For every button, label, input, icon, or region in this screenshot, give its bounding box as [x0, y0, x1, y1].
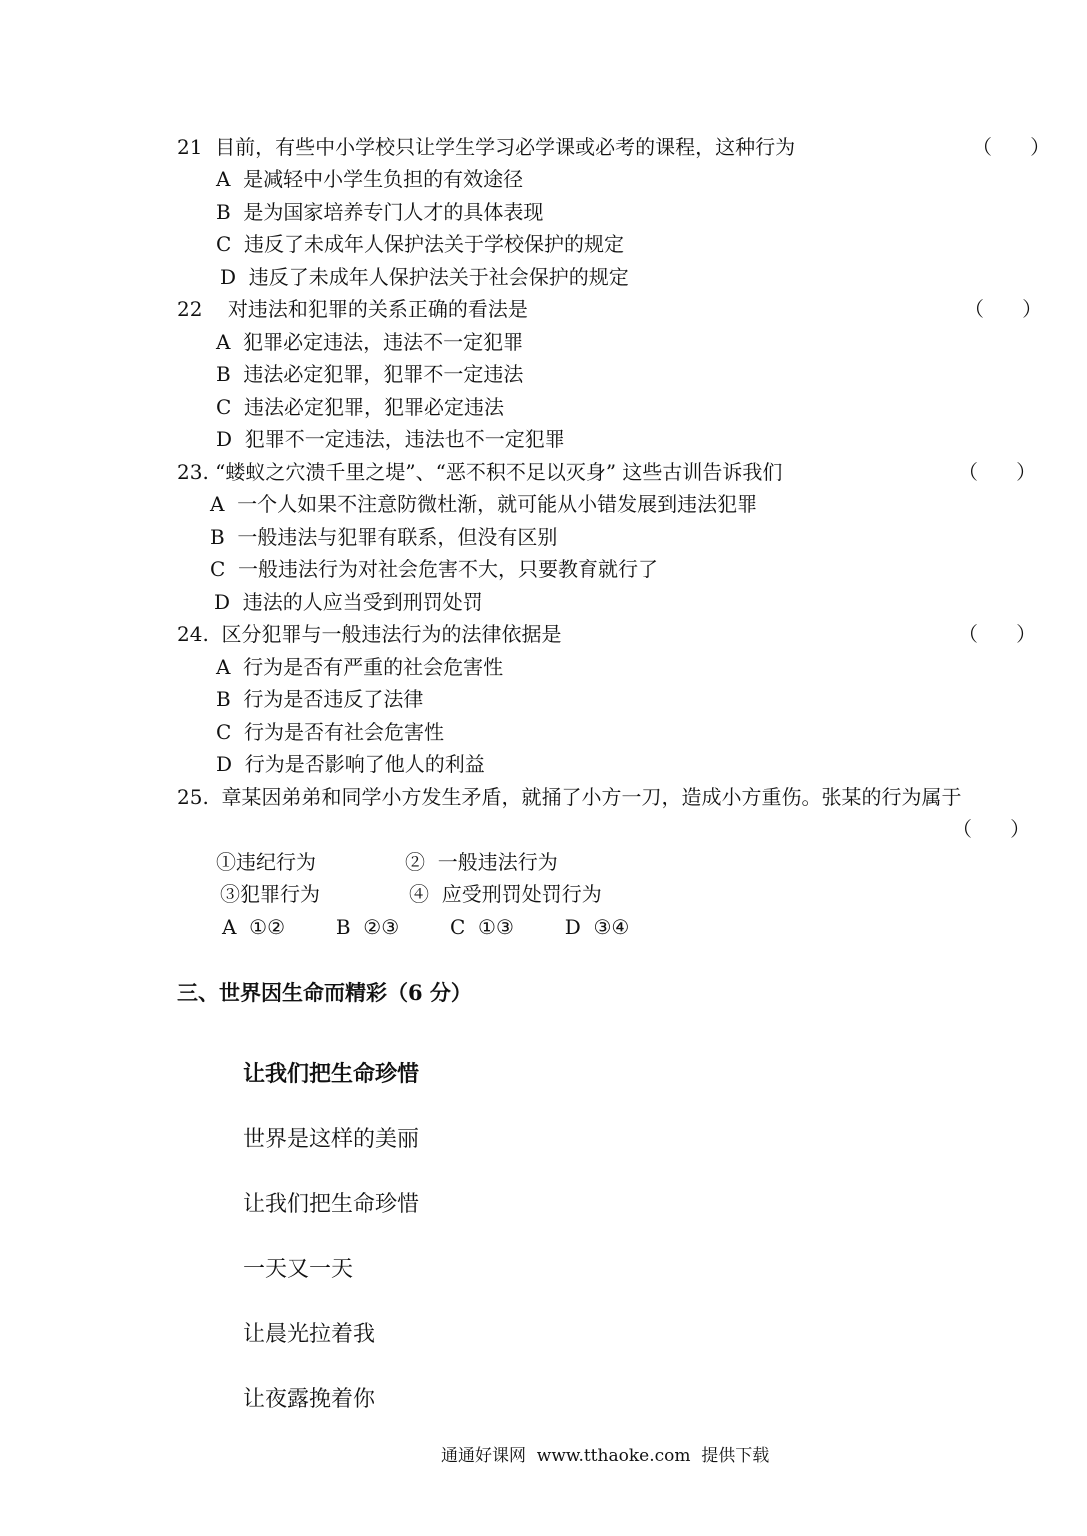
question-22-option-d: D 犯罪不一定违法，违法也不一定犯罪: [216, 427, 565, 451]
question-24-option-a: A 行为是否有严重的社会危害性: [216, 655, 504, 679]
section-title: 三、世界因生命而精彩（6 分）: [177, 980, 472, 1005]
question-24-option-d: D 行为是否影响了他人的利益: [216, 752, 485, 776]
question-23-answer-paren: （ ）: [958, 460, 1037, 484]
question-25-choice-3-4: ③犯罪行为 ④ 应受刑罚处罚行为: [220, 882, 602, 906]
question-21-stem: 21 目前，有些中小学校只让学生学习必学课或必考的课程，这种行为: [177, 135, 796, 159]
question-24-option-c: C 行为是否有社会危害性: [216, 720, 445, 744]
question-21-answer-paren: （ ）: [972, 135, 1051, 159]
question-23-option-a: A 一个人如果不注意防微杜渐，就可能从小错发展到违法犯罪: [210, 492, 758, 516]
question-24-stem: 24. 区分犯罪与一般违法行为的法律依据是: [177, 622, 562, 646]
question-21-option-d: D 违反了未成年人保护法关于社会保护的规定: [220, 265, 629, 289]
question-23-option-b: B 一般违法与犯罪有联系，但没有区别: [210, 525, 558, 549]
poem-line-2: 世界是这样的美丽: [243, 1127, 420, 1152]
question-22-option-a: A 犯罪必定违法，违法不一定犯罪: [216, 330, 524, 354]
question-25-options: A ①② B ②③ C ①③ D ③④: [222, 915, 630, 939]
question-25-choice-1-2: ①违纪行为 ② 一般违法行为: [216, 850, 558, 874]
question-24-answer-paren: （ ）: [958, 622, 1037, 646]
question-23-option-d: D 违法的人应当受到刑罚处罚: [214, 590, 483, 614]
page-footer: 通通好课网 www.tthaoke.com 提供下载: [441, 1446, 770, 1466]
poem-line-5: 让晨光拉着我: [243, 1322, 376, 1347]
poem-line-1: 让我们把生命珍惜: [243, 1062, 420, 1087]
question-23-option-c: C 一般违法行为对社会危害不大，只要教育就行了: [210, 557, 659, 581]
question-21-option-b: B 是为国家培养专门人才的具体表现: [216, 200, 544, 224]
question-25-answer-paren: （ ）: [952, 817, 1031, 841]
question-22-option-b: B 违法必定犯罪，犯罪不一定违法: [216, 362, 524, 386]
poem-line-4: 一天又一天: [243, 1257, 354, 1282]
poem-line-6: 让夜露挽着你: [243, 1387, 376, 1412]
question-23-stem: 23. “蝼蚁之穴溃千里之堤”、“恶不积不足以灭身” 这些古训告诉我们: [177, 460, 783, 484]
question-22-stem: 22 对违法和犯罪的关系正确的看法是: [177, 297, 528, 321]
question-24-option-b: B 行为是否违反了法律: [216, 687, 424, 711]
question-21-option-c: C 违反了未成年人保护法关于学校保护的规定: [216, 232, 625, 256]
question-25-stem: 25. 章某因弟弟和同学小方发生矛盾，就捅了小方一刀，造成小方重伤。张某的行为属于: [177, 785, 962, 809]
question-22-answer-paren: （ ）: [964, 297, 1043, 321]
question-22-option-c: C 违法必定犯罪，犯罪必定违法: [216, 395, 505, 419]
question-21-option-a: A 是减轻中小学生负担的有效途径: [216, 167, 524, 191]
poem-line-3: 让我们把生命珍惜: [243, 1192, 420, 1217]
